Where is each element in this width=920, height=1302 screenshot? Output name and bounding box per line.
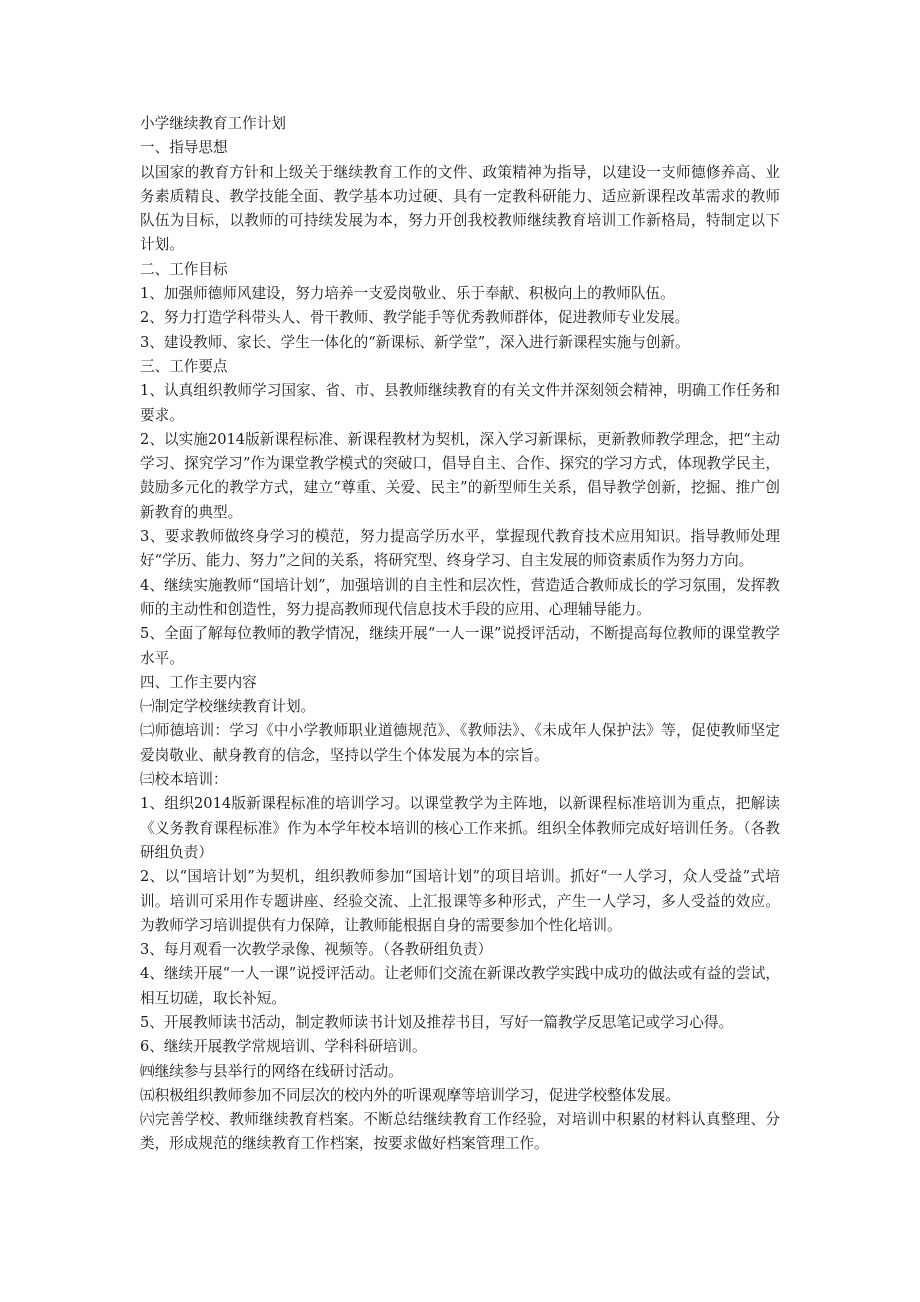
list-item: 6、继续开展教学常规培训、学科科研培训。 [140,1038,427,1056]
list-item: 2、以实施2014版新课程标准、新课程教材为契机，深入学习新课标，更新教师教学理念，把“主动学习、探究学习”作为课堂教学模式的突破口，倡导自主、合作、探究的学习方式，体现教学民主，鼓励多元化的教学方式，建立“尊重、关爱、民主”的新型师生关系，倡导教学创新，挖掘、推广创新教育的典型。 [140,430,780,521]
list-item: 5、开展教师读书活动，制定教师读书计划及推荐书目，写好一篇教学反思笔记或学习心得。 [140,1013,734,1031]
section-heading-guiding-ideology: 一、指导思想 [140,139,228,157]
list-item: 2、以“国培计划”为契机，组织教师参加“国培计划”的项目培训。抓好“一人学习，众人受益”式培训。培训可采用作专题讲座、经验交流、上汇报课等多种形式，产生一人学习，多人受益的效应。为教师学习培训提供有力保障，让教师能根据自身的需要参加个性化培训。 [140,868,780,934]
sub-item: ㈤积极组织教师参加不同层次的校内外的听课观摩等培训学习，促进学校整体发展。 [140,1086,680,1104]
list-item: 4、继续实施教师“国培计划”，加强培训的自主性和层次性，营造适合教师成长的学习氛围，发挥教师的主动性和创造性，努力提高教师现代信息技术手段的应用、心理辅导能力。 [140,576,780,618]
list-item: 1、认真组织教师学习国家、省、市、县教师继续教育的有关文件并深刻领会精神，明确工作任务和要求。 [140,382,780,424]
sub-item: ㈠制定学校继续教育计划。 [140,698,316,716]
sub-item: ㈡师德培训：学习《中小学教师职业道德规范》、《教师法》、《未成年人保护法》等，促使教师坚定爱岗敬业、献身教育的信念，坚持以学生个体发展为本的宗旨。 [140,722,780,764]
list-item: 1、组织2014版新课程标准的培训学习。以课堂教学为主阵地，以新课程标准培训为重点，把解读《义务教育课程标准》作为本学年校本培训的核心工作来抓。组织全体教师完成好培训任务。（各教研组负责） [140,795,780,861]
list-item: 3、建设教师、家长、学生一体化的“新课标、新学堂”，深入进行新课程实施与创新。 [140,333,690,351]
sub-item: ㈢校本培训： [140,771,228,789]
list-item: 3、每月观看一次教学录像、视频等。（各教研组负责） [140,941,493,959]
list-item: 5、全面了解每位教师的教学情况，继续开展“一人一课”说授评活动，不断提高每位教师的课堂教学水平。 [140,625,780,667]
sub-item: ㈣继续参与县举行的网络在线研讨活动。 [140,1062,403,1080]
list-item: 3、要求教师做终身学习的模范，努力提高学历水平，掌握现代教育技术应用知识。指导教师处理好“学历、能力、努力”之间的关系，将研究型、终身学习、自主发展的师资素质作为努力方向。 [140,528,780,570]
section-heading-work-points: 三、工作要点 [140,357,228,375]
list-item: 4、继续开展“一人一课”说授评活动。让老师们交流在新课改教学实践中成功的做法或有益的尝试，相互切磋，取长补短。 [140,965,780,1007]
sub-item: ㈥完善学校、教师继续教育档案。不断总结继续教育工作经验，对培训中积累的材料认真整理、分类，形成规范的继续教育工作档案，按要求做好档案管理工作。 [140,1111,780,1153]
document-title: 小学继续教育工作计划 [140,115,286,132]
section-heading-main-content: 四、工作主要内容 [140,673,257,691]
section-heading-work-goals: 二、工作目标 [140,260,228,278]
list-item: 2、努力打造学科带头人、骨干教师、教学能手等优秀教师群体，促进教师专业发展。 [140,309,690,327]
list-item: 1、加强师德师风建设，努力培养一支爱岗敬业、乐于奉献、积极向上的教师队伍。 [140,285,675,303]
paragraph: 以国家的教育方针和上级关于继续教育工作的文件、政策精神为指导，以建设一支师德修养高、业务素质精良、教学技能全面、教学基本功过硬、具有一定教科研能力、适应新课程改革需求的教师队伍为目标，以教师的可持续发展为本，努力开创我校教师继续教育培训工作新格局，特制定以下计划。 [140,163,780,254]
document-page [140,112,780,1157]
